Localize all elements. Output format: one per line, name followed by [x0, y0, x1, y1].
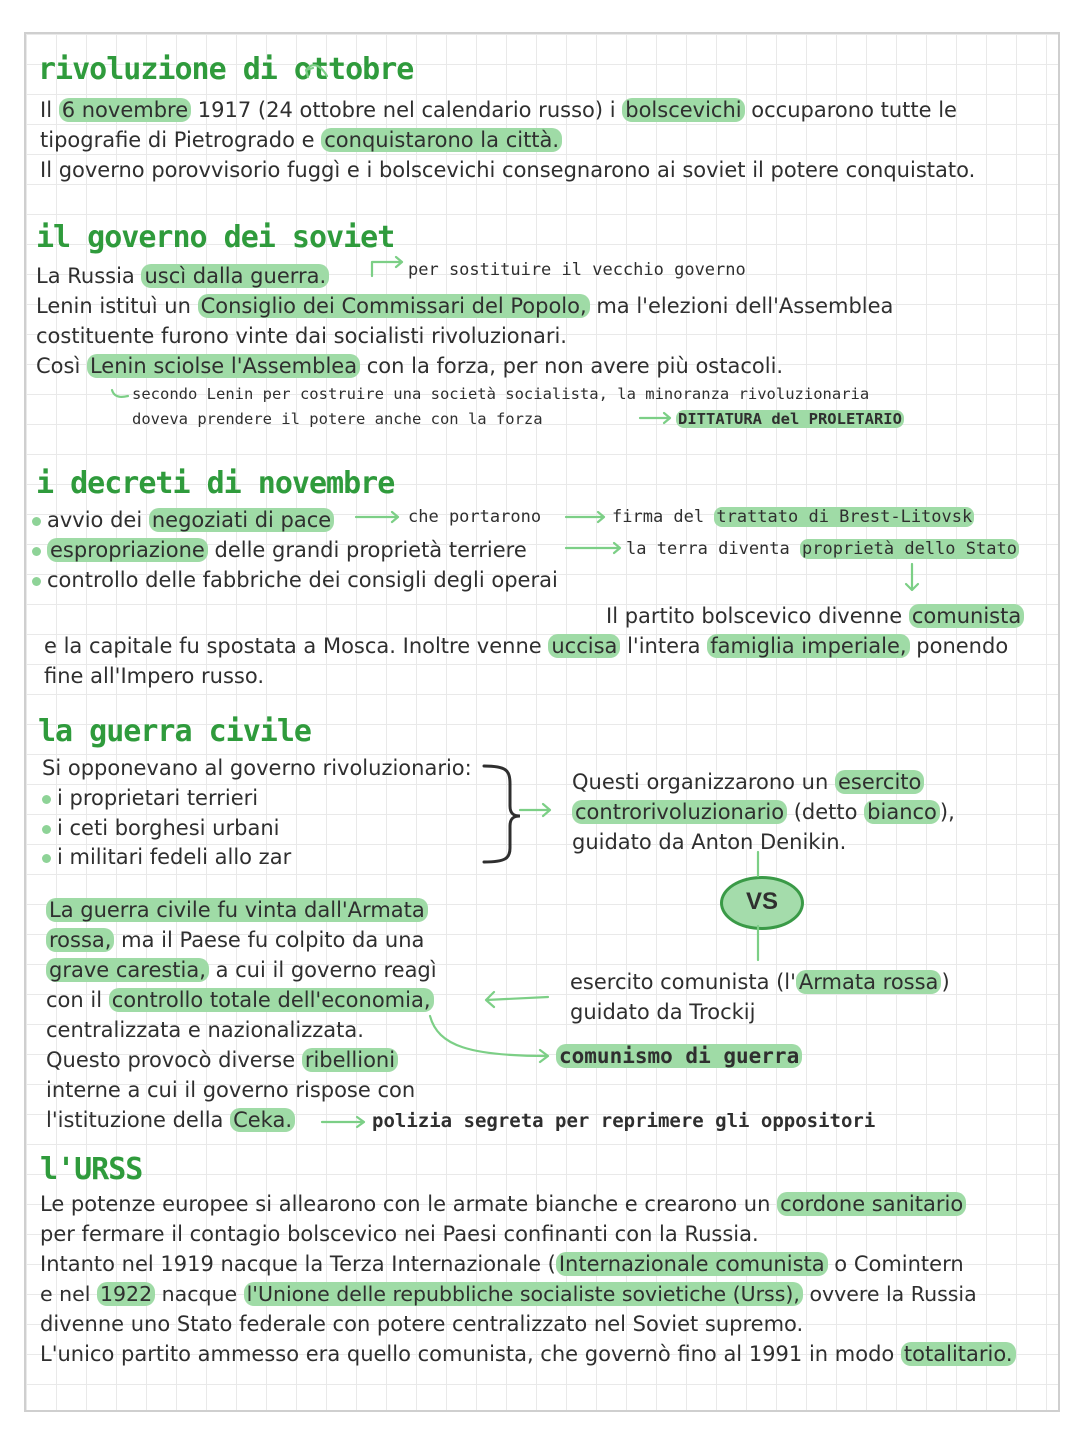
text-line: esercito comunista (l' Armata rossa )	[570, 970, 950, 994]
bullet-dot	[32, 517, 41, 526]
polizia-segreta-note: polizia segreta per reprimere gli oppositori	[372, 1110, 876, 1132]
text-line: guidato da Anton Denikin.	[572, 830, 847, 854]
side-note: la terra diventa proprietà dello Stato	[626, 539, 1017, 559]
bullet-dot	[42, 854, 51, 863]
text-line: Questo provocò diverse ribellioni	[46, 1046, 398, 1074]
text-line: Si opponevano al governo rivoluzionario:	[42, 756, 472, 780]
bullet-item: avvio dei negoziati di pace	[32, 506, 334, 534]
text-line: Il 6 novembre 1917 (24 ottobre nel calendario russo) i bolscevichi occuparono tutte le	[40, 98, 957, 122]
text-line: fine all'Impero russo.	[44, 664, 265, 688]
side-note: per sostituire il vecchio governo	[408, 260, 746, 280]
heading-governo-soviet: il governo dei soviet	[36, 220, 395, 255]
text-line: La guerra civile fu vinta dall'Armata	[46, 896, 428, 924]
text-line: L'unico partito ammesso era quello comunista, che governò fino al 1991 in modo totalitario.	[40, 1340, 1016, 1368]
text-line: Il partito bolscevico divenne comunista	[606, 602, 1024, 630]
text-line: centralizzata e nazionalizzata.	[46, 1018, 364, 1042]
text-line: costituente furono vinte dai socialisti rivoluzionari.	[36, 324, 567, 348]
side-note: secondo Lenin per costruire una società socialista, la minoranza rivoluzionaria	[132, 385, 870, 403]
side-note: che portarono	[408, 507, 542, 527]
text-line: La Russia uscì dalla guerra.	[36, 262, 329, 290]
vs-badge: VS	[720, 876, 804, 930]
bullet-item: i proprietari terrieri	[42, 784, 258, 812]
text-line: tipografie di Pietrogrado e conquistarono la città.	[40, 126, 562, 154]
side-note: doveva prendere il potere anche con la forza	[132, 410, 543, 428]
text-line: Così Lenin sciolse l'Assemblea con la forza, per non avere più ostacoli.	[36, 354, 784, 378]
text-line: divenne uno Stato federale con potere centralizzato nel Soviet supremo.	[40, 1312, 804, 1336]
text-line: Questi organizzarono un esercito	[572, 768, 924, 796]
bullet-dot	[32, 547, 41, 556]
bullet-dot	[32, 577, 41, 586]
bullet-item: espropriazione delle grandi proprietà terriere	[32, 536, 527, 564]
bullet-item: i militari fedeli allo zar	[42, 843, 291, 871]
text-line: interne a cui il governo rispose con	[46, 1078, 416, 1102]
text-line: rossa, ma il Paese fu colpito da una	[46, 926, 424, 954]
dittatura-label: DITTATURA del PROLETARIO	[678, 410, 902, 428]
text-line: grave carestia, a cui il governo reagì	[46, 956, 437, 984]
text-line: Intanto nel 1919 nacque la Terza Internazionale ( Internazionale comunista o Comintern	[40, 1252, 964, 1276]
bullet-dot	[42, 795, 51, 804]
text-line: Lenin istituì un Consiglio dei Commissari del Popolo, ma l'elezioni dell'Assemblea	[36, 294, 894, 318]
side-note: firma del trattato di Brest-Litovsk	[612, 507, 973, 527]
text-line: Il governo porovvisorio fuggì e i bolscevichi consegnarono ai soviet il potere conquistato.	[40, 158, 976, 182]
text-line: Le potenze europee si allearono con le armate bianche e crearono un cordone sanitario	[40, 1190, 966, 1218]
bullet-item: controllo delle fabbriche dei consigli degli operai	[32, 566, 558, 594]
heading-decreti-novembre: i decreti di novembre	[36, 466, 395, 501]
heading-urss: l'URSS	[40, 1152, 143, 1187]
heading-rivoluzione-ottobre: rivoluzione di ottobre	[38, 52, 414, 87]
heading-guerra-civile: la guerra civile	[38, 714, 311, 749]
comunismo-di-guerra-label: comunismo di guerra	[556, 1042, 802, 1070]
text-line: per fermare il contagio bolscevico nei Paesi confinanti con la Russia.	[40, 1222, 759, 1246]
bullet-item: i ceti borghesi urbani	[42, 814, 279, 842]
bullet-dot	[42, 825, 51, 834]
text-line: controrivoluzionario (detto bianco ),	[572, 798, 955, 826]
text-line: guidato da Trockij	[570, 1000, 756, 1024]
text-line: e la capitale fu spostata a Mosca. Inoltre venne uccisa l'intera famiglia imperiale, ponendo	[44, 634, 1009, 658]
text-line: l'istituzione della Ceka.	[46, 1106, 295, 1134]
text-line: e nel 1922 nacque l'Unione delle repubbliche socialiste sovietiche (Urss), ovvere la Russia	[40, 1282, 977, 1306]
text-line: con il controllo totale dell'economia,	[46, 986, 434, 1014]
